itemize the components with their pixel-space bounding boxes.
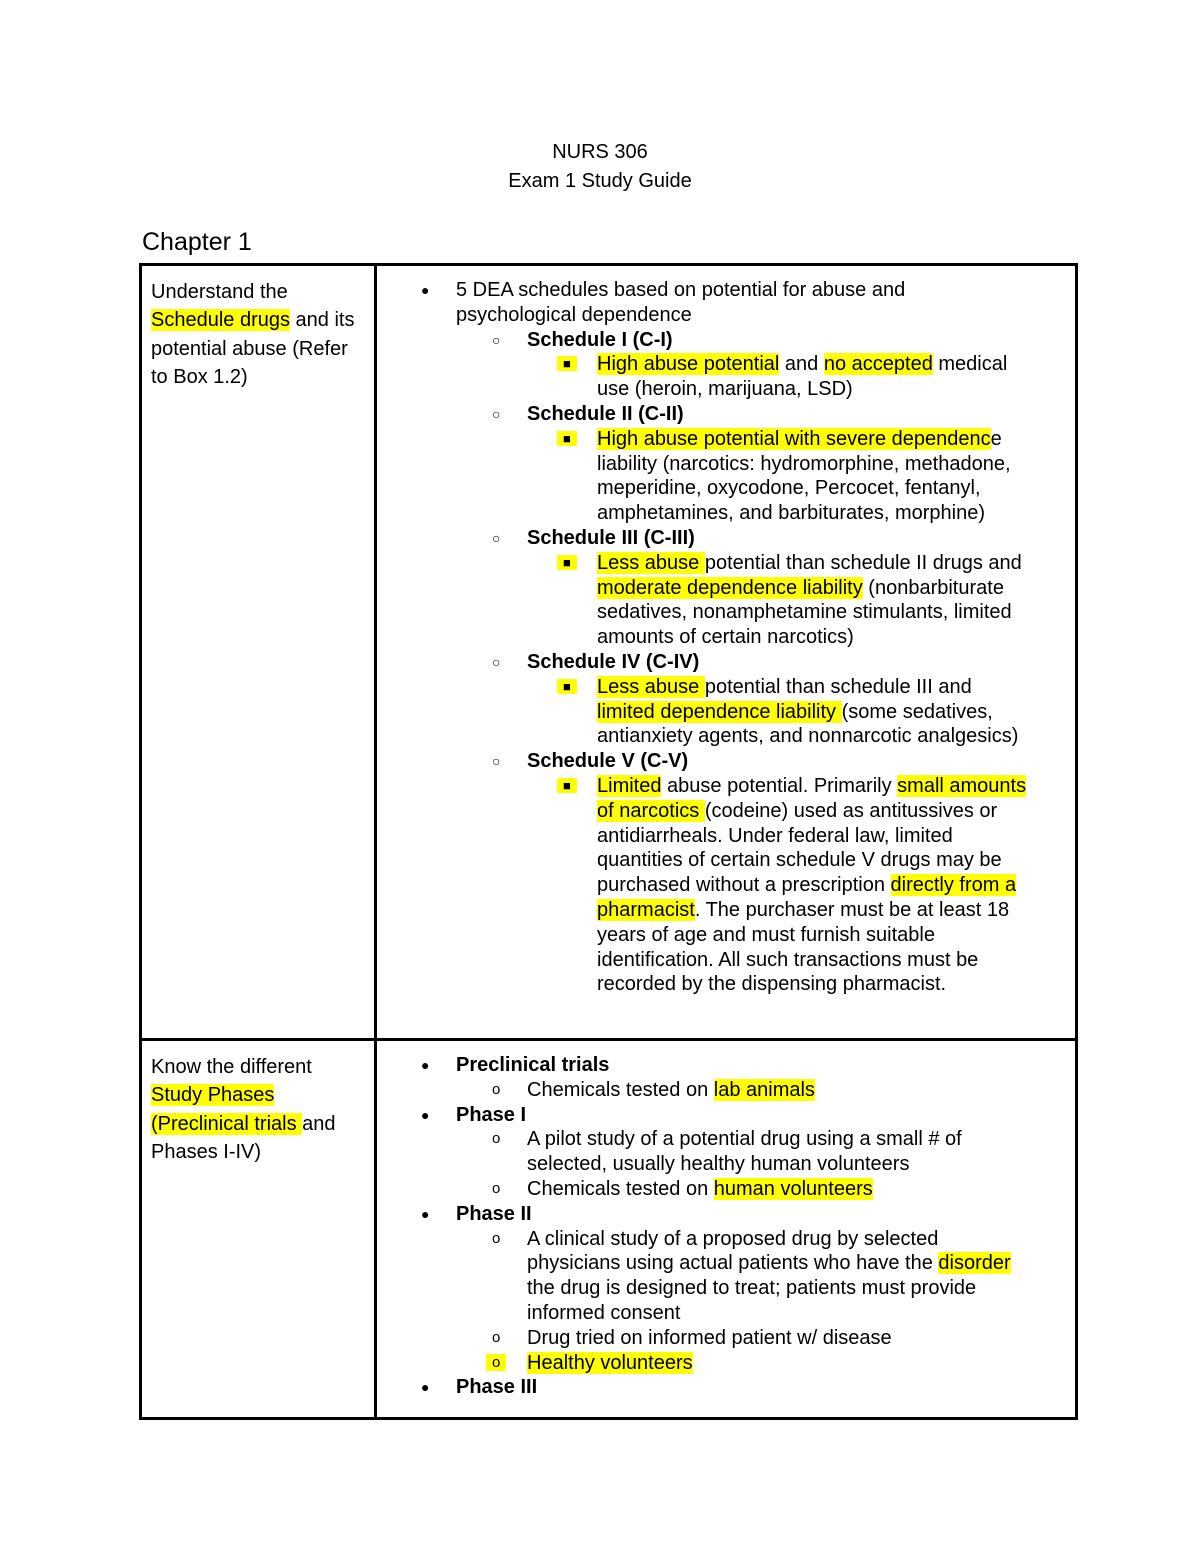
sub-bullet-square-icon: ■ — [557, 551, 577, 576]
bullet-dot-icon: ● — [421, 282, 430, 298]
phase-heading: Phase I — [456, 1103, 527, 1126]
schedule-description: High abuse potential and no accepted medical use (heroin, marijuana, LSD) — [597, 353, 1008, 401]
sub-bullet-circle-icon: o — [486, 1351, 506, 1376]
schedule-heading: Schedule IV (C-IV) — [527, 651, 700, 673]
sub-bullet-circle-icon: o — [492, 1328, 501, 1346]
topic-text: Understand the — [151, 281, 288, 303]
bullet-dot-icon: ● — [421, 1057, 430, 1073]
sub-bullet-circle-icon: ○ — [492, 406, 501, 422]
topic-cell-schedules — [141, 265, 376, 1040]
bullet-dot-icon: ● — [421, 1106, 430, 1123]
schedule-heading: Schedule I (C-I) — [527, 328, 673, 351]
sub-bullet-circle-icon: o — [492, 1180, 501, 1197]
schedule-description: High abuse potential with severe dependence liability (narcotics: hydromorphine, methadone, meperidine, oxycodone, Percocet, fentanyl, amphetamines, and barbiturates, morphine) — [597, 427, 1011, 525]
phase-heading: Preclinical trials — [456, 1054, 610, 1076]
notes-cell-phases — [376, 1040, 1077, 1419]
phase-note: Chemicals tested on lab animals — [527, 1078, 815, 1101]
phase-note: A pilot study of a potential drug using a small # of selected, usually healthy human volunteers — [527, 1128, 962, 1176]
course-code: NURS 306 — [552, 141, 648, 163]
sub-bullet-circle-icon: ○ — [492, 530, 501, 546]
phase-note: Healthy volunteers — [527, 1351, 693, 1374]
schedule-description: Less abuse potential than schedule III and limited dependence liability (some sedatives, antianxiety agents, and nonnarcotic analgesics) — [597, 675, 1019, 748]
sub-bullet-square-icon: ■ — [557, 352, 577, 377]
sub-bullet-circle-icon: ○ — [492, 654, 501, 670]
table-row — [141, 265, 1077, 1040]
schedule-heading: Schedule III (C-III) — [527, 527, 695, 549]
study-guide-table — [139, 263, 1078, 1420]
schedule-description: Less abuse potential than schedule II drugs and moderate dependence liability (nonbarbiturate sedatives, nonamphetamine stimulants, limited amounts of certain narcotics) — [597, 551, 1022, 649]
sub-bullet-circle-icon: o — [492, 1130, 501, 1148]
notes-cell-schedules — [376, 265, 1077, 1040]
schedule-heading: Schedule V (C-V) — [527, 750, 689, 773]
schedule-description: Limited abuse potential. Primarily small amounts of narcotics (codeine) used as antitussives or antidiarrheals. Under federal law, limited quantities of certain schedule V drugs may be purchased without a prescription directly from a pharmacist. The purchaser must be at least 18 years of age and must furnish suitable identification. All such transactions must be recorded by the dispensing pharmacist. — [597, 775, 1027, 996]
sub-bullet-square-icon: ■ — [557, 675, 577, 700]
sub-bullet-circle-icon: o — [492, 1080, 501, 1098]
chapter-heading: Chapter 1 — [142, 228, 252, 256]
schedule-heading: Schedule II (C-II) — [527, 403, 684, 425]
bullet-dot-icon: ● — [421, 1205, 430, 1222]
topic-text: Know the different — [151, 1056, 312, 1078]
topic-highlight: Study Phases — [151, 1084, 275, 1107]
table-row — [141, 1040, 1077, 1419]
sub-bullet-square-icon: ■ — [557, 427, 577, 452]
topic-text: and Phases I-IV) — [151, 1112, 336, 1163]
topic-highlight: (Preclinical trials — [151, 1112, 303, 1135]
sub-bullet-square-icon: ■ — [557, 774, 577, 799]
topic-text: and its potential abuse (Refer to Box 1.2) — [151, 309, 355, 388]
phase-note: Chemicals tested on human volunteers — [527, 1178, 873, 1200]
sub-bullet-circle-icon: o — [492, 1229, 501, 1247]
phase-heading: Phase II — [456, 1202, 532, 1225]
phase-heading: Phase III — [456, 1376, 538, 1399]
bullet-dot-icon: ● — [421, 1379, 430, 1396]
schedules-intro: 5 DEA schedules based on potential for abuse and psychological dependence — [456, 279, 906, 326]
phase-note: A clinical study of a proposed drug by selected physicians using actual patients who have the disorder the drug is designed to treat; patients must provide informed consent — [527, 1227, 1011, 1324]
topic-cell-phases — [141, 1040, 376, 1419]
sub-bullet-circle-icon: ○ — [492, 331, 501, 348]
phase-note: Drug tried on informed patient w/ disease — [527, 1326, 892, 1349]
topic-highlight: Schedule drugs — [151, 309, 290, 332]
document-title: Exam 1 Study Guide — [508, 170, 692, 192]
sub-bullet-circle-icon: ○ — [492, 753, 501, 770]
